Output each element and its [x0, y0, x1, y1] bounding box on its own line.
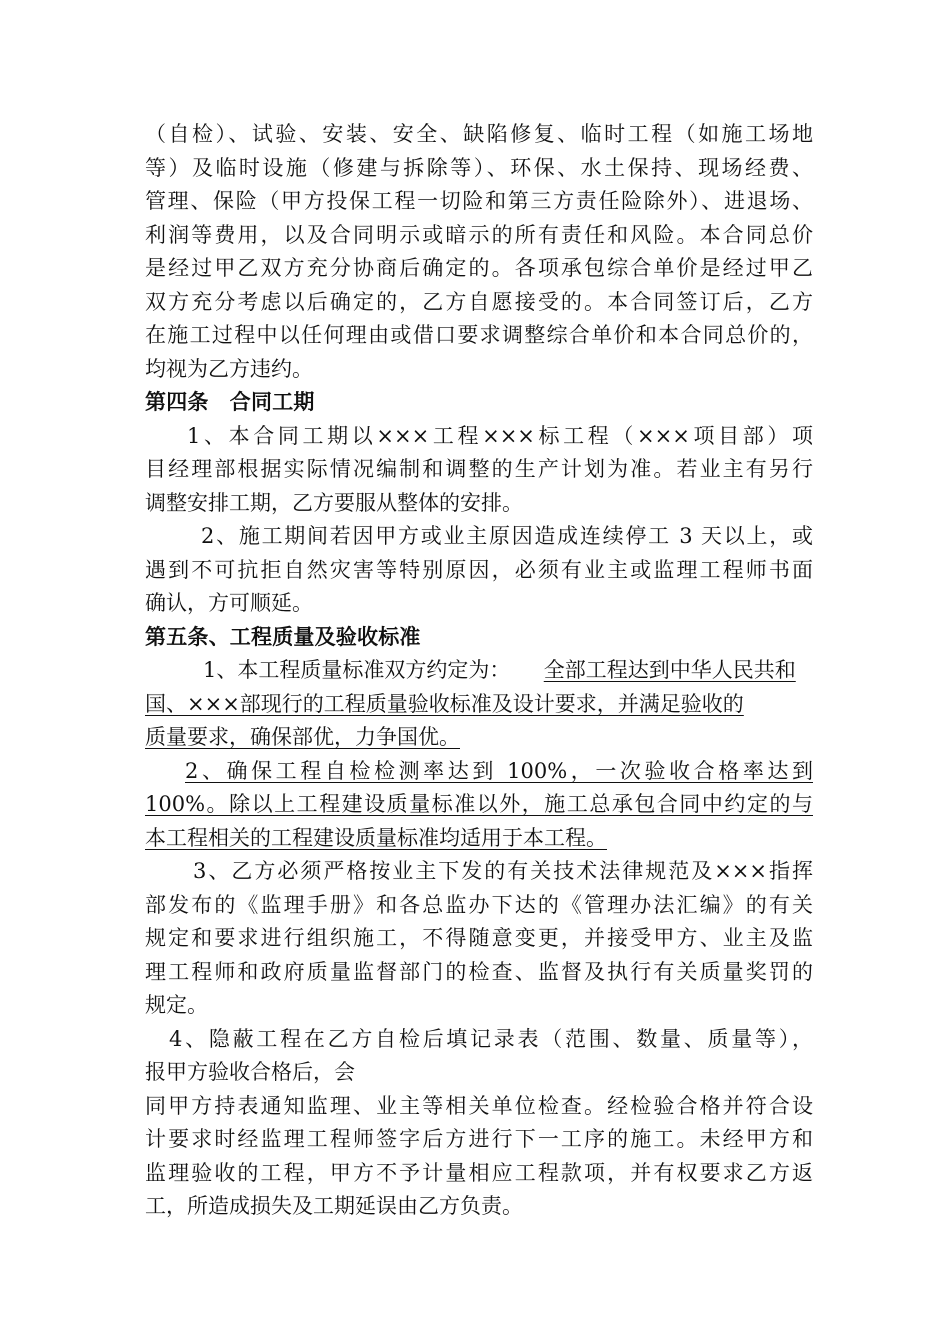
text-line: 3、乙方必须严格按业主下发的有关技术法律规范及×××指挥: [193, 859, 813, 883]
text-line: 均视为乙方违约。: [145, 356, 313, 381]
article5-heading: 第五条、工程质量及验收标准: [145, 624, 421, 649]
article4-clause2: [145, 520, 813, 621]
text-line: 2、施工期间若因甲方或业主原因造成连续停工 3 天以上，或: [201, 524, 813, 548]
text-line: 同甲方持表通知监理、业主等相关单位检查。经检验合格并符合设: [145, 1093, 813, 1118]
contract-text-body: [145, 118, 813, 1224]
text-line: 调整安排工期，乙方要服从整体的安排。: [145, 490, 523, 515]
text-line: 规定。: [145, 993, 208, 1017]
article4-heading: 第四条 合同工期: [145, 390, 315, 414]
text-line: 报甲方验收合格后，会: [145, 1060, 355, 1084]
text-line: 1、本合同工期以×××工程×××标工程（×××项目部）项: [187, 423, 813, 448]
text-line: 计要求时经监理工程师签字后方进行下一工序的施工。未经甲方和: [145, 1127, 813, 1151]
text-line: [145, 654, 813, 688]
article5-clause3: [145, 855, 813, 1023]
text-line: 管理、保险（甲方投保工程一切险和第三方责任险除外）、进退场、: [145, 189, 813, 213]
text-line: 是经过甲乙双方充分协商后确定的。各项承包综合单价是经过甲乙: [145, 256, 813, 280]
underlined-text: 全部工程达到中华人民共和: [543, 658, 796, 682]
text-line: 工，所造成损失及工期延误由乙方负责。: [145, 1194, 523, 1218]
text-line: [145, 688, 813, 722]
text-line: （自检）、试验、安装、安全、缺陷修复、临时工程（如施工场地: [145, 122, 813, 146]
underlined-text: 2、确保工程自检检测率达到 100%，一次验收合格率达到: [185, 758, 813, 783]
article5-clause4: [145, 1023, 813, 1224]
clause1-prefix: 1、本工程质量标准双方约定为：: [203, 658, 511, 682]
text-line: 4、隐蔽工程在乙方自检后填记录表（范围、数量、质量等），: [169, 1026, 813, 1051]
text-line: 规定和要求进行组织施工，不得随意变更，并接受甲方、业主及监: [145, 926, 813, 950]
text-line: 理工程师和政府质量监督部门的检查、监督及执行有关质量奖罚的: [145, 959, 813, 984]
text-line: 监理验收的工程，甲方不予计量相应工程款项，并有权要求乙方返: [145, 1160, 813, 1185]
text-line: 部发布的《监理手册》和各总监办下达的《管理办法汇编》的有关: [145, 892, 813, 917]
text-line: 等）及临时设施（修建与拆除等）、环保、水土保持、现场经费、: [145, 155, 813, 180]
article4-clause1: [145, 420, 813, 521]
underlined-text: 100%。除以上工程建设质量标准以外，施工总承包合同中约定的与: [145, 792, 813, 816]
text-line: [145, 721, 813, 755]
text-line: 双方充分考虑以后确定的，乙方自愿接受的。本合同签订后，乙方: [145, 289, 813, 314]
text-line: 确认，方可顺延。: [145, 591, 313, 615]
text-line: [145, 822, 813, 856]
underlined-text: 质量要求，确保部优，力争国优。: [145, 725, 460, 749]
article3-tail-paragraph: [145, 118, 813, 386]
text-line: 目经理部根据实际情况编制和调整的生产计划为准。若业主有另行: [145, 457, 813, 481]
text-line: 遇到不可抗拒自然灾害等特别原因，必须有业主或监理工程师书面: [145, 557, 813, 582]
article5-clause2: [145, 755, 813, 856]
article5-clause1: [145, 654, 813, 755]
text-line: 利润等费用，以及合同明示或暗示的所有责任和风险。本合同总价: [145, 222, 813, 247]
underlined-text: 国、×××部现行的工程质量验收标准及设计要求，并满足验收的: [145, 691, 744, 716]
underlined-text: 本工程相关的工程建设质量标准均适用于本工程。: [145, 825, 607, 850]
text-line: 在施工过程中以任何理由或借口要求调整综合单价和本合同总价的，: [145, 323, 813, 347]
